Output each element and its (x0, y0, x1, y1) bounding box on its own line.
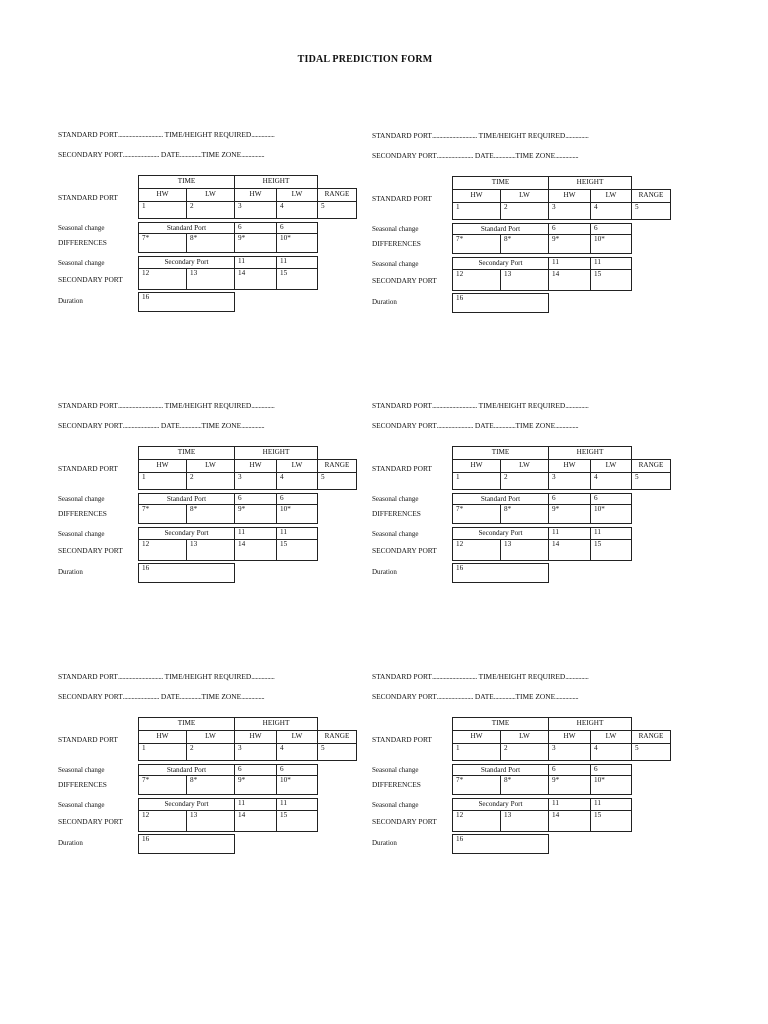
standard-port-field[interactable]: ............................... (431, 131, 477, 140)
date-field[interactable]: ............... (493, 151, 516, 160)
cell-4[interactable]: 4 (590, 743, 632, 761)
time-lw-heading: LW (186, 730, 235, 744)
form-title: TIDAL PREDICTION FORM (297, 54, 433, 65)
secondary-port-cell: Secondary Port (452, 527, 549, 540)
date-label: DATE (474, 421, 494, 430)
cell-8[interactable]: 8* (500, 775, 549, 795)
secondary-port-label: SECONDARY PORT (372, 151, 437, 160)
seasonal-change-label-2: Seasonal change (372, 530, 419, 538)
secondary-port-field[interactable]: ......................... (436, 421, 473, 430)
standard-port-line (58, 130, 274, 139)
date-field[interactable]: ............... (493, 692, 516, 701)
cell-4[interactable]: 4 (276, 201, 318, 219)
time-height-field[interactable]: ................ (565, 131, 589, 140)
cell-6-height-lw[interactable]: 6 (590, 493, 632, 505)
cell-11-height-hw[interactable]: 11 (234, 798, 277, 811)
secondary-port-row-label: SECONDARY PORT (372, 546, 437, 555)
seasonal-change-label-1: Seasonal change (372, 225, 419, 233)
cell-11-height-lw[interactable]: 11 (276, 527, 318, 540)
secondary-port-cell: Secondary Port (138, 798, 235, 811)
time-zone-label: TIME ZONE (515, 421, 556, 430)
time-height-label: TIME/HEIGHT REQUIRED (478, 131, 566, 140)
cell-12[interactable]: 12 (138, 539, 187, 561)
secondary-port-line (372, 151, 578, 160)
height-heading-cell: HEIGHT (548, 446, 632, 460)
cell-12[interactable]: 12 (138, 268, 187, 290)
seasonal-change-label-2: Seasonal change (58, 530, 105, 538)
time-zone-field[interactable]: ................ (241, 421, 265, 430)
cell-7[interactable]: 7* (452, 504, 501, 524)
date-field[interactable]: ............... (493, 421, 516, 430)
time-zone-label: TIME ZONE (201, 150, 242, 159)
cell-6-height-lw[interactable]: 6 (276, 222, 318, 234)
time-zone-label: TIME ZONE (515, 692, 556, 701)
height-lw-heading: LW (276, 730, 318, 744)
time-hw-heading: HW (138, 188, 187, 202)
cell-4[interactable]: 4 (276, 743, 318, 761)
secondary-port-line (58, 421, 264, 430)
cell-12[interactable]: 12 (452, 269, 501, 291)
cell-13[interactable]: 13 (186, 810, 235, 832)
cell-15[interactable]: 15 (590, 810, 632, 832)
standard-port-field[interactable]: ............................... (117, 130, 163, 139)
height-lw-heading: LW (590, 730, 632, 744)
secondary-port-cell: Secondary Port (138, 527, 235, 540)
cell-11-height-hw[interactable]: 11 (234, 527, 277, 540)
cell-7[interactable]: 7* (452, 775, 501, 795)
cell-5[interactable]: 5 (317, 201, 357, 219)
range-heading: RANGE (631, 730, 671, 744)
secondary-port-field[interactable]: ......................... (122, 421, 159, 430)
height-hw-heading: HW (548, 189, 591, 203)
secondary-port-field[interactable]: ......................... (436, 692, 473, 701)
cell-9[interactable]: 9* (548, 504, 591, 524)
cell-8[interactable]: 8* (186, 504, 235, 524)
cell-12[interactable]: 12 (138, 810, 187, 832)
form-block-top-left (58, 130, 368, 330)
date-field[interactable]: ............... (179, 692, 202, 701)
standard-port-field[interactable]: ............................... (117, 672, 163, 681)
standard-port-field[interactable]: ............................... (431, 672, 477, 681)
time-height-field[interactable]: ................ (251, 130, 275, 139)
date-label: DATE (160, 421, 180, 430)
standard-port-row-label: STANDARD PORT (372, 194, 432, 203)
height-heading-cell: HEIGHT (234, 175, 318, 189)
form-block-bottom-right (372, 672, 682, 872)
time-lw-heading: LW (500, 189, 549, 203)
standard-port-line (372, 401, 588, 410)
standard-port-cell: Standard Port (138, 222, 235, 234)
cell-2[interactable]: 2 (500, 743, 549, 761)
time-zone-field[interactable]: ................ (555, 421, 579, 430)
seasonal-change-label-1: Seasonal change (372, 766, 419, 774)
time-height-field[interactable]: ................ (565, 401, 589, 410)
cell-3[interactable]: 3 (548, 472, 591, 490)
standard-port-cell: Standard Port (452, 493, 549, 505)
cell-5[interactable]: 5 (631, 472, 671, 490)
standard-port-label: STANDARD PORT (372, 131, 432, 140)
seasonal-change-label-2: Seasonal change (372, 260, 419, 268)
secondary-port-field[interactable]: ......................... (436, 151, 473, 160)
cell-14[interactable]: 14 (234, 810, 277, 832)
cell-9[interactable]: 9* (234, 775, 277, 795)
cell-15[interactable]: 15 (590, 269, 632, 291)
cell-14[interactable]: 14 (234, 539, 277, 561)
differences-label: DIFFERENCES (58, 509, 107, 518)
height-heading-cell: HEIGHT (548, 176, 632, 190)
cell-13[interactable]: 13 (500, 810, 549, 832)
cell-2[interactable]: 2 (500, 472, 549, 490)
cell-11-height-lw[interactable]: 11 (590, 798, 632, 811)
cell-11-height-lw[interactable]: 11 (590, 257, 632, 270)
cell-15[interactable]: 15 (590, 539, 632, 561)
seasonal-change-label-2: Seasonal change (58, 259, 105, 267)
time-zone-label: TIME ZONE (515, 151, 556, 160)
cell-1[interactable]: 1 (452, 202, 501, 220)
standard-port-row-label: STANDARD PORT (58, 464, 118, 473)
date-label: DATE (160, 150, 180, 159)
time-lw-heading: LW (186, 188, 235, 202)
standard-port-label: STANDARD PORT (58, 401, 118, 410)
cell-14[interactable]: 14 (548, 539, 591, 561)
time-zone-label: TIME ZONE (201, 692, 242, 701)
cell-11-height-hw[interactable]: 11 (548, 798, 591, 811)
cell-2[interactable]: 2 (186, 743, 235, 761)
date-label: DATE (160, 692, 180, 701)
secondary-port-label: SECONDARY PORT (58, 692, 123, 701)
cell-11-height-hw[interactable]: 11 (548, 527, 591, 540)
cell-1[interactable]: 1 (138, 201, 187, 219)
cell-16[interactable]: 16 (138, 563, 235, 583)
differences-label: DIFFERENCES (372, 780, 421, 789)
cell-3[interactable]: 3 (548, 202, 591, 220)
form-block-middle-left (58, 401, 368, 601)
cell-10[interactable]: 10* (590, 234, 632, 254)
duration-label: Duration (58, 568, 83, 576)
duration-label: Duration (58, 297, 83, 305)
cell-1[interactable]: 1 (452, 472, 501, 490)
standard-port-row-label: STANDARD PORT (372, 735, 432, 744)
seasonal-change-label-1: Seasonal change (58, 766, 105, 774)
cell-7[interactable]: 7* (138, 233, 187, 253)
cell-1[interactable]: 1 (138, 472, 187, 490)
cell-8[interactable]: 8* (186, 775, 235, 795)
height-hw-heading: HW (234, 730, 277, 744)
cell-3[interactable]: 3 (234, 743, 277, 761)
cell-11-height-lw[interactable]: 11 (590, 527, 632, 540)
cell-9[interactable]: 9* (548, 234, 591, 254)
secondary-port-row-label: SECONDARY PORT (58, 546, 123, 555)
cell-11-height-lw[interactable]: 11 (276, 256, 318, 269)
time-heading-cell: TIME (452, 717, 549, 731)
standard-port-line (372, 672, 588, 681)
cell-14[interactable]: 14 (548, 269, 591, 291)
standard-port-label: STANDARD PORT (58, 130, 118, 139)
standard-port-cell: Standard Port (138, 764, 235, 776)
differences-label: DIFFERENCES (372, 509, 421, 518)
secondary-port-row-label: SECONDARY PORT (58, 817, 123, 826)
time-height-field[interactable]: ................ (251, 401, 275, 410)
secondary-port-cell: Secondary Port (452, 257, 549, 270)
standard-port-cell: Standard Port (138, 493, 235, 505)
cell-2[interactable]: 2 (500, 202, 549, 220)
height-hw-heading: HW (548, 730, 591, 744)
cell-10[interactable]: 10* (276, 233, 318, 253)
cell-4[interactable]: 4 (590, 472, 632, 490)
cell-9[interactable]: 9* (234, 504, 277, 524)
cell-10[interactable]: 10* (276, 504, 318, 524)
standard-port-field[interactable]: ............................... (117, 401, 163, 410)
form-block-bottom-left (58, 672, 368, 872)
cell-15[interactable]: 15 (276, 268, 318, 290)
cell-11-height-lw[interactable]: 11 (276, 798, 318, 811)
height-heading-cell: HEIGHT (548, 717, 632, 731)
cell-1[interactable]: 1 (138, 743, 187, 761)
cell-5[interactable]: 5 (317, 743, 357, 761)
cell-16[interactable]: 16 (452, 563, 549, 583)
standard-port-row-label: STANDARD PORT (58, 735, 118, 744)
standard-port-label: STANDARD PORT (372, 401, 432, 410)
time-heading-cell: TIME (138, 717, 235, 731)
range-heading: RANGE (317, 188, 357, 202)
secondary-port-label: SECONDARY PORT (58, 150, 123, 159)
standard-port-label: STANDARD PORT (58, 672, 118, 681)
time-hw-heading: HW (452, 189, 501, 203)
cell-11-height-hw[interactable]: 11 (548, 257, 591, 270)
range-heading: RANGE (317, 730, 357, 744)
date-field[interactable]: ............... (179, 421, 202, 430)
cell-7[interactable]: 7* (138, 775, 187, 795)
cell-10[interactable]: 10* (276, 775, 318, 795)
height-heading-cell: HEIGHT (234, 446, 318, 460)
cell-16[interactable]: 16 (452, 834, 549, 854)
seasonal-change-label-2: Seasonal change (372, 801, 419, 809)
cell-6-height-lw[interactable]: 6 (276, 764, 318, 776)
secondary-port-line (372, 692, 578, 701)
height-lw-heading: LW (276, 188, 318, 202)
cell-6-height-hw[interactable]: 6 (548, 223, 591, 235)
duration-label: Duration (372, 839, 397, 847)
cell-6-height-lw[interactable]: 6 (276, 493, 318, 505)
time-height-field[interactable]: ................ (565, 672, 589, 681)
time-height-label: TIME/HEIGHT REQUIRED (478, 672, 566, 681)
duration-label: Duration (58, 839, 83, 847)
cell-10[interactable]: 10* (590, 775, 632, 795)
cell-8[interactable]: 8* (186, 233, 235, 253)
cell-8[interactable]: 8* (500, 234, 549, 254)
date-label: DATE (474, 151, 494, 160)
secondary-port-label: SECONDARY PORT (58, 421, 123, 430)
cell-5[interactable]: 5 (631, 743, 671, 761)
standard-port-line (58, 672, 274, 681)
cell-14[interactable]: 14 (548, 810, 591, 832)
height-hw-heading: HW (234, 188, 277, 202)
range-heading: RANGE (317, 459, 357, 473)
time-hw-heading: HW (452, 730, 501, 744)
differences-label: DIFFERENCES (372, 239, 421, 248)
standard-port-line (58, 401, 274, 410)
cell-6-height-lw[interactable]: 6 (590, 223, 632, 235)
time-zone-field[interactable]: ................ (241, 150, 265, 159)
cell-11-height-hw[interactable]: 11 (234, 256, 277, 269)
standard-port-field[interactable]: ............................... (431, 401, 477, 410)
secondary-port-row-label: SECONDARY PORT (372, 817, 437, 826)
cell-13[interactable]: 13 (500, 269, 549, 291)
cell-9[interactable]: 9* (548, 775, 591, 795)
cell-6-height-lw[interactable]: 6 (590, 764, 632, 776)
time-height-label: TIME/HEIGHT REQUIRED (164, 401, 252, 410)
time-heading-cell: TIME (452, 176, 549, 190)
cell-12[interactable]: 12 (452, 810, 501, 832)
time-zone-label: TIME ZONE (201, 421, 242, 430)
cell-6-height-hw[interactable]: 6 (234, 493, 277, 505)
time-heading-cell: TIME (138, 175, 235, 189)
cell-7[interactable]: 7* (452, 234, 501, 254)
time-hw-heading: HW (452, 459, 501, 473)
cell-9[interactable]: 9* (234, 233, 277, 253)
height-heading-cell: HEIGHT (234, 717, 318, 731)
cell-7[interactable]: 7* (138, 504, 187, 524)
height-lw-heading: LW (590, 189, 632, 203)
seasonal-change-label-1: Seasonal change (58, 224, 105, 232)
cell-6-height-hw[interactable]: 6 (548, 764, 591, 776)
differences-label: DIFFERENCES (58, 238, 107, 247)
cell-10[interactable]: 10* (590, 504, 632, 524)
secondary-port-cell: Secondary Port (138, 256, 235, 269)
cell-13[interactable]: 13 (500, 539, 549, 561)
secondary-port-label: SECONDARY PORT (372, 692, 437, 701)
cell-15[interactable]: 15 (276, 810, 318, 832)
time-heading-cell: TIME (138, 446, 235, 460)
form-block-top-right (372, 131, 682, 331)
time-height-label: TIME/HEIGHT REQUIRED (164, 672, 252, 681)
height-lw-heading: LW (590, 459, 632, 473)
cell-14[interactable]: 14 (234, 268, 277, 290)
time-lw-heading: LW (500, 459, 549, 473)
cell-6-height-hw[interactable]: 6 (548, 493, 591, 505)
cell-12[interactable]: 12 (452, 539, 501, 561)
height-hw-heading: HW (234, 459, 277, 473)
secondary-port-line (372, 421, 578, 430)
time-zone-field[interactable]: ................ (555, 692, 579, 701)
secondary-port-row-label: SECONDARY PORT (372, 276, 437, 285)
standard-port-line (372, 131, 588, 140)
cell-6-height-hw[interactable]: 6 (234, 764, 277, 776)
cell-3[interactable]: 3 (234, 472, 277, 490)
secondary-port-cell: Secondary Port (452, 798, 549, 811)
time-zone-field[interactable]: ................ (241, 692, 265, 701)
differences-label: DIFFERENCES (58, 780, 107, 789)
height-hw-heading: HW (548, 459, 591, 473)
time-hw-heading: HW (138, 730, 187, 744)
secondary-port-field[interactable]: ......................... (122, 150, 159, 159)
standard-port-row-label: STANDARD PORT (372, 464, 432, 473)
secondary-port-line (58, 692, 264, 701)
cell-16[interactable]: 16 (452, 293, 549, 313)
range-heading: RANGE (631, 459, 671, 473)
seasonal-change-label-2: Seasonal change (58, 801, 105, 809)
cell-5[interactable]: 5 (631, 202, 671, 220)
cell-4[interactable]: 4 (590, 202, 632, 220)
secondary-port-row-label: SECONDARY PORT (58, 275, 123, 284)
cell-16[interactable]: 16 (138, 292, 235, 312)
date-field[interactable]: ............... (179, 150, 202, 159)
cell-13[interactable]: 13 (186, 268, 235, 290)
standard-port-cell: Standard Port (452, 764, 549, 776)
time-height-field[interactable]: ................ (251, 672, 275, 681)
seasonal-change-label-1: Seasonal change (372, 495, 419, 503)
cell-5[interactable]: 5 (317, 472, 357, 490)
seasonal-change-label-1: Seasonal change (58, 495, 105, 503)
cell-15[interactable]: 15 (276, 539, 318, 561)
time-heading-cell: TIME (452, 446, 549, 460)
standard-port-label: STANDARD PORT (372, 672, 432, 681)
cell-6-height-hw[interactable]: 6 (234, 222, 277, 234)
cell-16[interactable]: 16 (138, 834, 235, 854)
height-lw-heading: LW (276, 459, 318, 473)
secondary-port-line (58, 150, 264, 159)
date-label: DATE (474, 692, 494, 701)
time-lw-heading: LW (500, 730, 549, 744)
time-height-label: TIME/HEIGHT REQUIRED (164, 130, 252, 139)
time-lw-heading: LW (186, 459, 235, 473)
secondary-port-label: SECONDARY PORT (372, 421, 437, 430)
range-heading: RANGE (631, 189, 671, 203)
time-zone-field[interactable]: ................ (555, 151, 579, 160)
time-height-label: TIME/HEIGHT REQUIRED (478, 401, 566, 410)
standard-port-row-label: STANDARD PORT (58, 193, 118, 202)
duration-label: Duration (372, 298, 397, 306)
form-block-middle-right (372, 401, 682, 601)
cell-8[interactable]: 8* (500, 504, 549, 524)
cell-1[interactable]: 1 (452, 743, 501, 761)
cell-2[interactable]: 2 (186, 472, 235, 490)
time-hw-heading: HW (138, 459, 187, 473)
duration-label: Duration (372, 568, 397, 576)
secondary-port-field[interactable]: ......................... (122, 692, 159, 701)
cell-3[interactable]: 3 (234, 201, 277, 219)
cell-13[interactable]: 13 (186, 539, 235, 561)
cell-3[interactable]: 3 (548, 743, 591, 761)
cell-2[interactable]: 2 (186, 201, 235, 219)
standard-port-cell: Standard Port (452, 223, 549, 235)
cell-4[interactable]: 4 (276, 472, 318, 490)
